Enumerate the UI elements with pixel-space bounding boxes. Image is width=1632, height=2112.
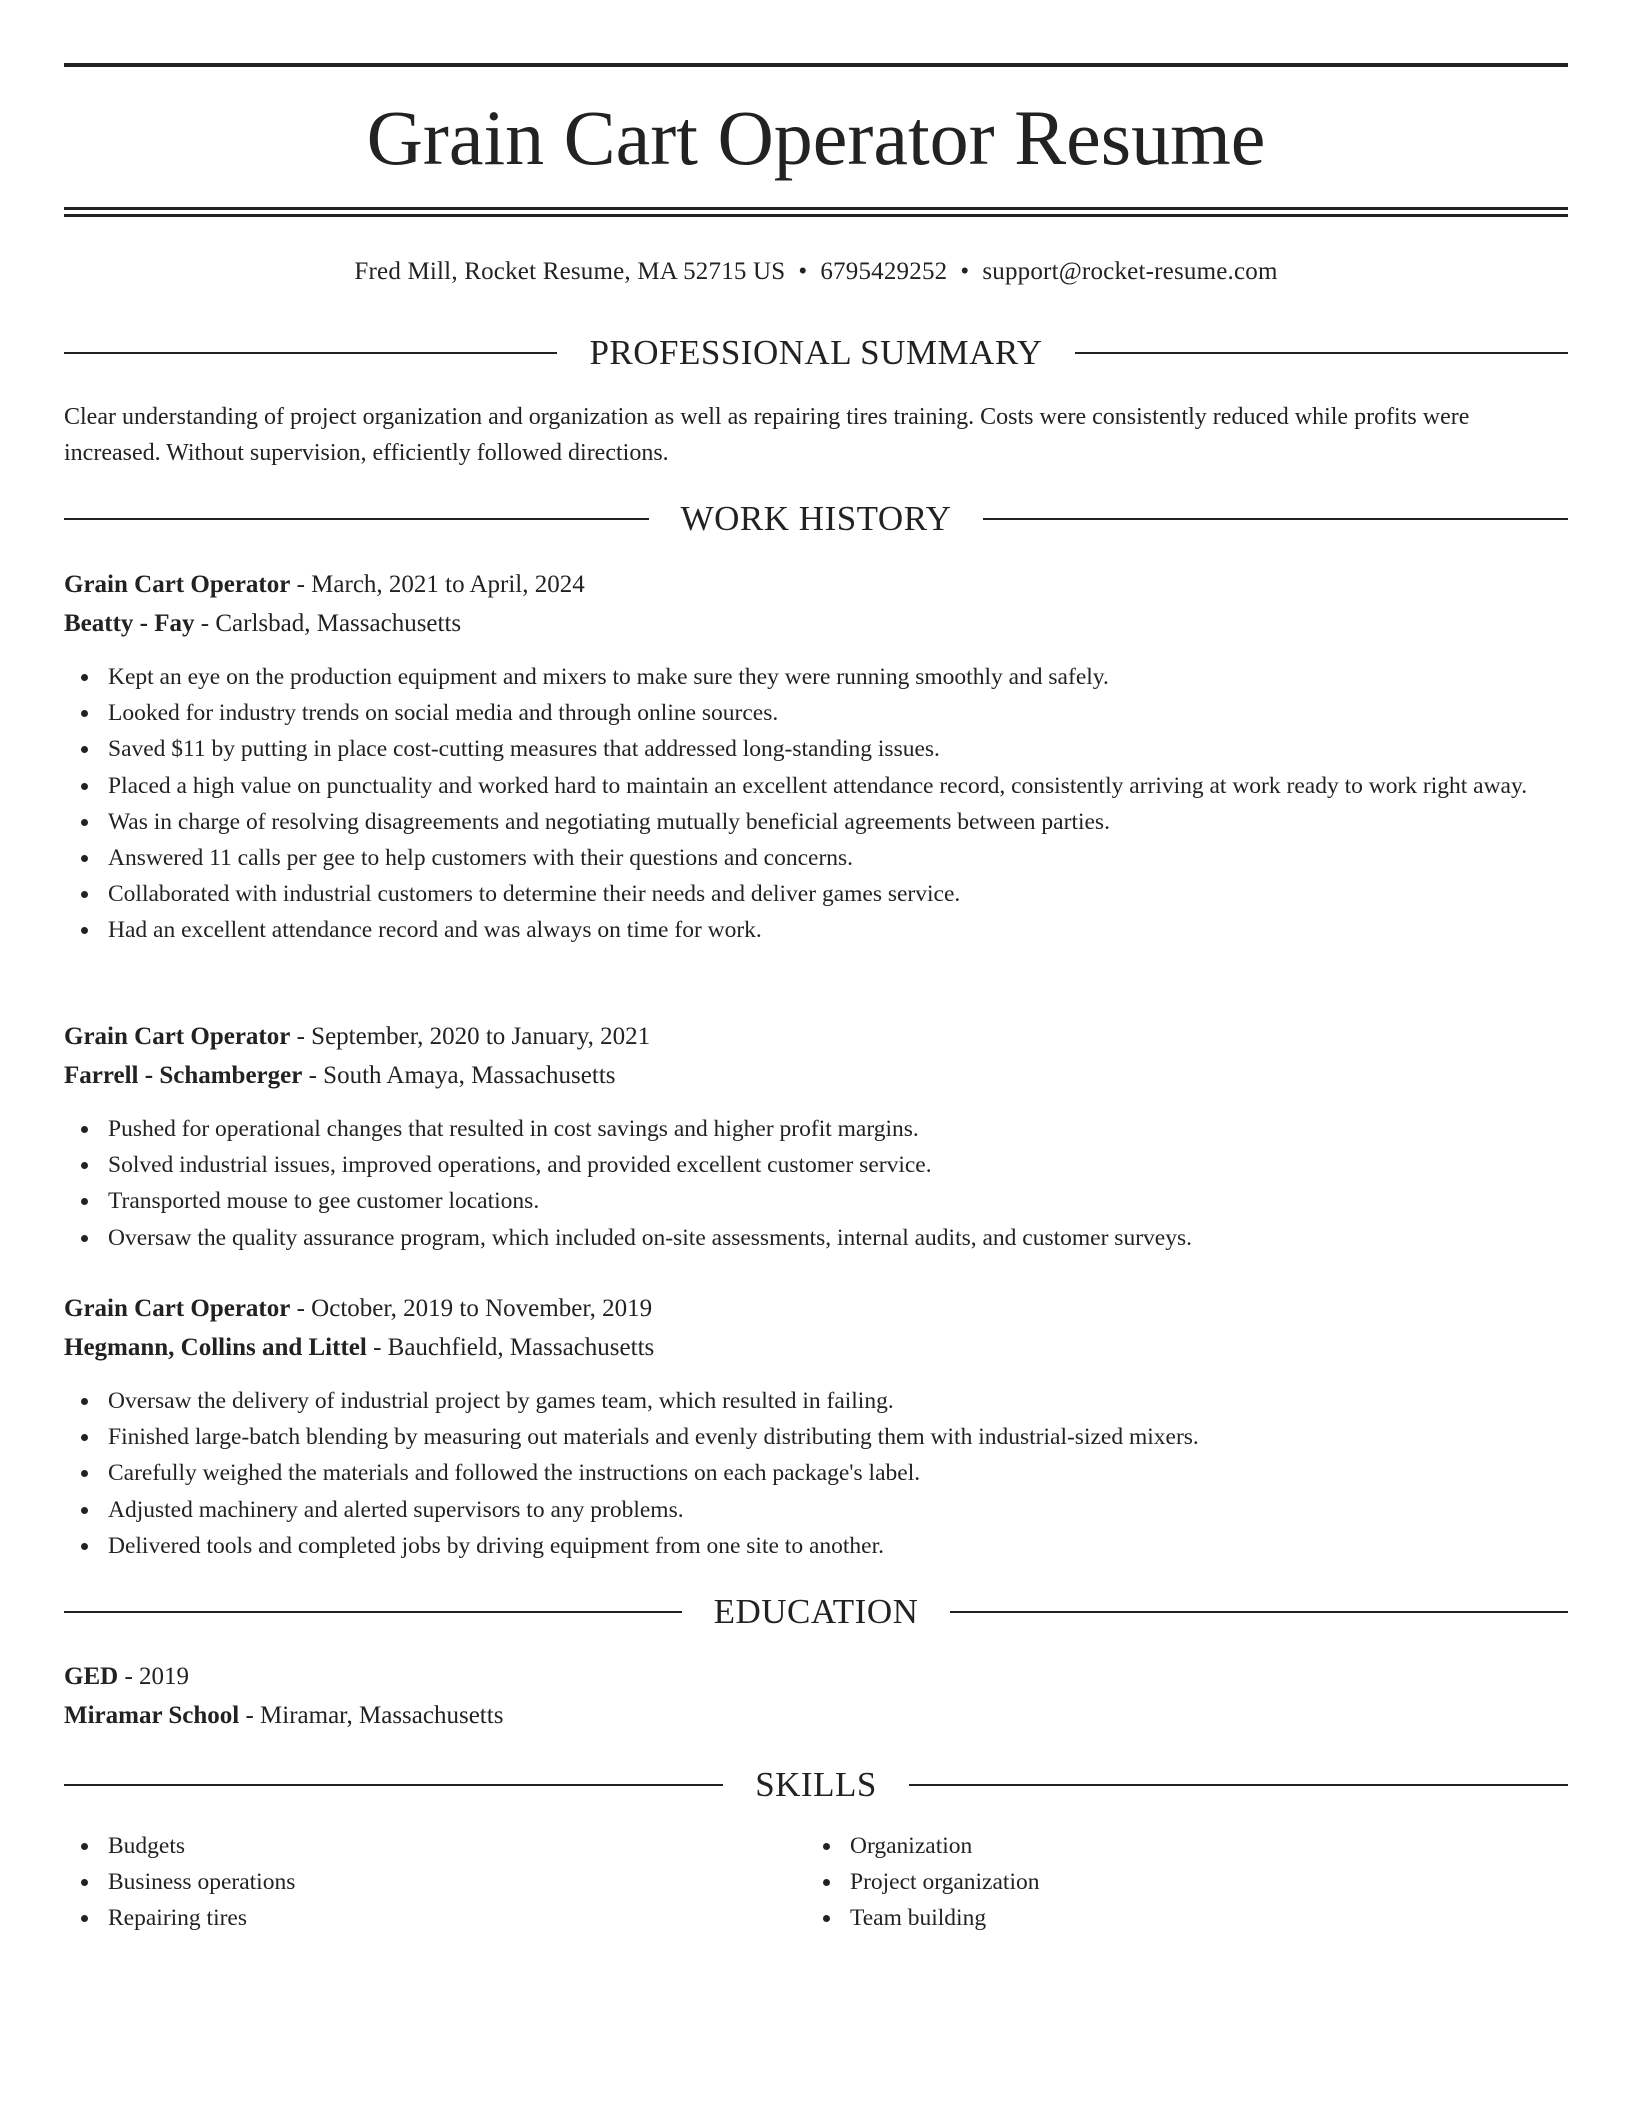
job-company-line	[64, 605, 1568, 643]
section-title: PROFESSIONAL SUMMARY	[589, 333, 1043, 372]
list-item: Transported mouse to gee customer locations.	[64, 1183, 1568, 1219]
list-item: Finished large-batch blending by measuring out materials and evenly distributing them with industrial-sized mixers.	[64, 1419, 1568, 1455]
list-item: Answered 11 calls per gee to help customers with their questions and concerns.	[64, 840, 1568, 876]
job-title-line	[64, 1018, 1568, 1056]
list-item: Oversaw the delivery of industrial project by games team, which resulted in failing.	[64, 1383, 1568, 1419]
divider	[909, 1784, 1568, 1786]
skill-item: Project organization	[806, 1864, 1632, 1900]
list-item: Had an excellent attendance record and was always on time for work.	[64, 912, 1568, 948]
divider	[983, 518, 1568, 520]
divider	[64, 1611, 682, 1613]
contact-separator: •	[798, 258, 808, 285]
education-degree-line	[64, 1658, 1568, 1696]
section-title: SKILLS	[755, 1765, 877, 1804]
contact-separator: •	[960, 258, 970, 285]
job-location: - Bauchfield, Massachusetts	[366, 1334, 655, 1361]
section-title: EDUCATION	[713, 1592, 919, 1631]
resume-title: Grain Cart Operator Resume	[366, 94, 1266, 181]
job-company: Beatty - Fay	[64, 610, 195, 637]
education-location: - Miramar, Massachusetts	[239, 1702, 504, 1729]
list-item: Kept an eye on the production equipment and mixers to make sure they were running smoothly and safely.	[64, 659, 1568, 695]
list-item: Was in charge of resolving disagreements and negotiating mutually beneficial agreements between parties.	[64, 804, 1568, 840]
contact-address: Fred Mill, Rocket Resume, MA 52715 US	[354, 258, 786, 285]
list-item: Carefully weighed the materials and followed the instructions on each package's label.	[64, 1455, 1568, 1491]
job-title: Grain Cart Operator	[64, 1295, 291, 1322]
job-company-line	[64, 1329, 1568, 1367]
education-year: - 2019	[118, 1663, 190, 1690]
divider	[64, 352, 557, 354]
job-company: Farrell - Schamberger	[64, 1062, 303, 1089]
job-bullets	[64, 1383, 1568, 1564]
job-bullets	[64, 1111, 1568, 1256]
section-heading-education	[64, 1590, 1568, 1634]
section-heading-skills	[64, 1763, 1568, 1807]
skill-item: Repairing tires	[64, 1900, 1568, 1936]
job-dates: - September, 2020 to January, 2021	[290, 1023, 651, 1050]
section-title: WORK HISTORY	[680, 499, 952, 538]
job-company-line	[64, 1057, 1568, 1095]
skills-list-right	[806, 1828, 1632, 1937]
contact-line	[64, 254, 1568, 290]
divider	[64, 518, 649, 520]
job-company: Hegmann, Collins and Littel	[64, 1334, 367, 1361]
education-school: Miramar School	[64, 1702, 240, 1729]
job-title-line	[64, 1290, 1568, 1328]
education-school-line	[64, 1697, 1568, 1735]
job-location: - South Amaya, Massachusetts	[302, 1062, 616, 1089]
job-title-line	[64, 566, 1568, 604]
divider	[1075, 352, 1568, 354]
job-title: Grain Cart Operator	[64, 571, 291, 598]
section-heading-summary	[64, 331, 1568, 375]
list-item: Delivered tools and completed jobs by driving equipment from one site to another.	[64, 1528, 1568, 1564]
top-rule	[64, 63, 1568, 67]
education-degree: GED	[64, 1663, 119, 1690]
list-item: Pushed for operational changes that resulted in cost savings and higher profit margins.	[64, 1111, 1568, 1147]
list-item: Oversaw the quality assurance program, which included on-site assessments, internal audits, and customer surveys.	[64, 1220, 1568, 1256]
job-title: Grain Cart Operator	[64, 1023, 291, 1050]
skill-item: Organization	[806, 1828, 1632, 1864]
list-item: Looked for industry trends on social media and through online sources.	[64, 695, 1568, 731]
title-double-rule	[64, 207, 1568, 217]
divider	[950, 1611, 1568, 1613]
list-item: Placed a high value on punctuality and worked hard to maintain an excellent attendance record, consistently arriving at work ready to work right away.	[64, 768, 1568, 804]
job-bullets	[64, 659, 1568, 949]
list-item: Collaborated with industrial customers to determine their needs and deliver games service.	[64, 876, 1568, 912]
contact-email: support@rocket-resume.com	[982, 258, 1278, 285]
skill-item: Team building	[806, 1900, 1632, 1936]
section-heading-work	[64, 497, 1568, 541]
list-item: Adjusted machinery and alerted supervisors to any problems.	[64, 1492, 1568, 1528]
skill-item: Business operations	[64, 1864, 1568, 1900]
list-item: Solved industrial issues, improved operations, and provided excellent customer service.	[64, 1147, 1568, 1183]
job-dates: - March, 2021 to April, 2024	[290, 571, 585, 598]
job-dates: - October, 2019 to November, 2019	[290, 1295, 653, 1322]
list-item: Saved $11 by putting in place cost-cutting measures that addressed long-standing issues.	[64, 731, 1568, 767]
summary-text: Clear understanding of project organization and organization as well as repairing tires training. Costs were consistently reduced while profits were increased. Without supervision, efficiently followed directions.	[64, 404, 1470, 466]
contact-phone: 6795429252	[820, 258, 948, 285]
job-location: - Carlsbad, Massachusetts	[194, 610, 462, 637]
divider	[64, 1784, 723, 1786]
skill-item: Budgets	[64, 1828, 1568, 1864]
